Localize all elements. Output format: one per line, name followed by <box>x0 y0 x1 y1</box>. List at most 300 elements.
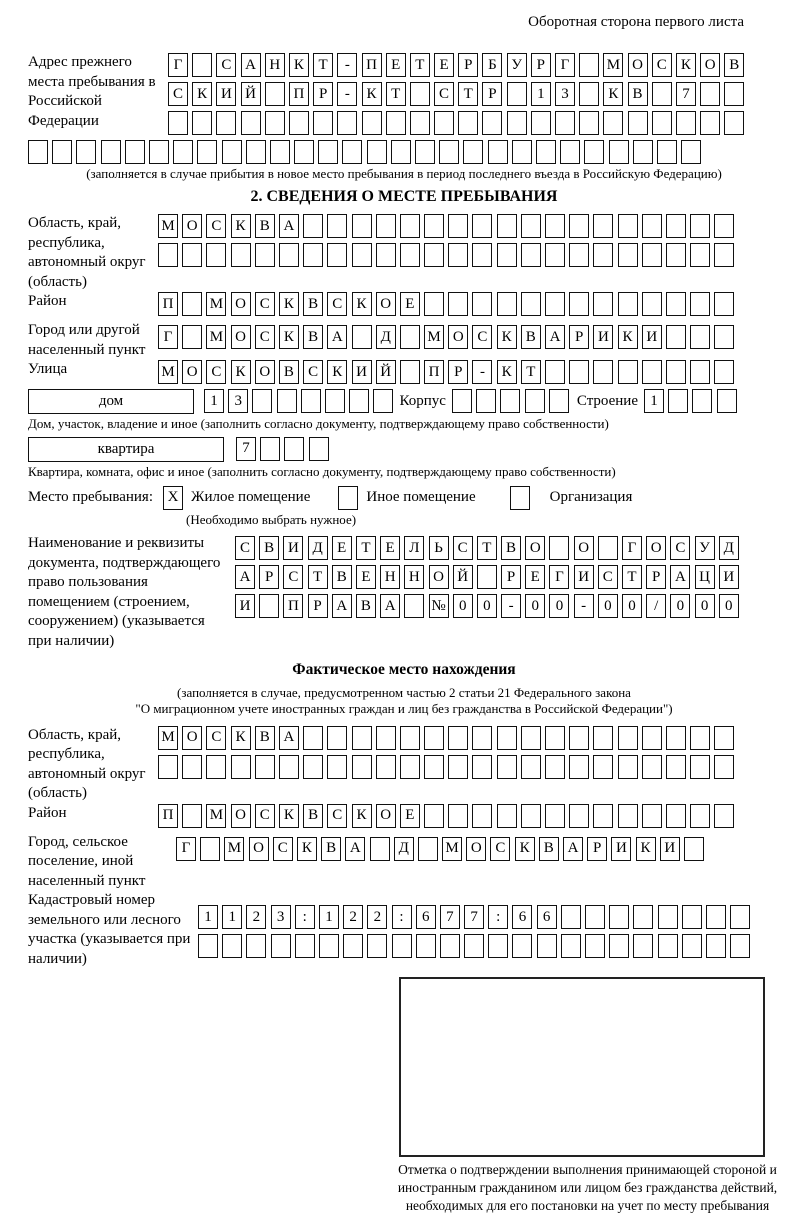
char-cell[interactable]: 3 <box>228 389 248 413</box>
char-cell[interactable] <box>279 243 299 267</box>
char-cell[interactable]: О <box>231 292 251 316</box>
char-cell[interactable]: К <box>297 837 317 861</box>
char-cell[interactable]: К <box>279 325 299 349</box>
char-cell[interactable] <box>400 726 420 750</box>
char-cell[interactable]: И <box>216 82 236 106</box>
char-cell[interactable] <box>593 243 613 267</box>
char-cell[interactable] <box>222 934 242 958</box>
char-cell[interactable] <box>327 755 347 779</box>
char-cell[interactable]: 2 <box>367 905 387 929</box>
char-cell[interactable] <box>628 111 648 135</box>
char-cell[interactable] <box>690 755 710 779</box>
char-cell[interactable]: Е <box>434 53 454 77</box>
char-cell[interactable]: Д <box>376 325 396 349</box>
char-cell[interactable] <box>593 755 613 779</box>
char-cell[interactable]: О <box>448 325 468 349</box>
char-cell[interactable] <box>714 804 734 828</box>
char-cell[interactable]: Т <box>410 53 430 77</box>
char-cell[interactable]: И <box>283 536 303 560</box>
char-cell[interactable]: М <box>206 804 226 828</box>
char-cell[interactable] <box>362 111 382 135</box>
char-cell[interactable] <box>593 214 613 238</box>
char-cell[interactable]: О <box>255 360 275 384</box>
char-cell[interactable] <box>521 214 541 238</box>
char-cell[interactable] <box>714 726 734 750</box>
char-cell[interactable] <box>714 243 734 267</box>
char-cell[interactable] <box>270 140 290 164</box>
char-cell[interactable] <box>271 934 291 958</box>
char-cell[interactable] <box>633 934 653 958</box>
char-cell[interactable] <box>569 726 589 750</box>
char-cell[interactable] <box>690 243 710 267</box>
char-cell[interactable] <box>472 214 492 238</box>
char-cell[interactable] <box>633 140 653 164</box>
char-cell[interactable] <box>579 111 599 135</box>
char-cell[interactable]: Р <box>458 53 478 77</box>
char-cell[interactable]: И <box>235 594 255 618</box>
char-cell[interactable] <box>690 214 710 238</box>
char-cell[interactable] <box>714 325 734 349</box>
char-cell[interactable]: Д <box>308 536 328 560</box>
char-cell[interactable] <box>376 214 396 238</box>
char-cell[interactable] <box>327 214 347 238</box>
char-cell[interactable] <box>418 837 438 861</box>
char-cell[interactable]: М <box>603 53 623 77</box>
char-cell[interactable] <box>692 389 712 413</box>
char-cell[interactable] <box>424 214 444 238</box>
char-cell[interactable]: В <box>356 594 376 618</box>
char-cell[interactable] <box>206 755 226 779</box>
char-cell[interactable]: Н <box>265 53 285 77</box>
char-cell[interactable]: Т <box>521 360 541 384</box>
char-cell[interactable]: И <box>574 565 594 589</box>
char-cell[interactable]: Т <box>386 82 406 106</box>
char-cell[interactable]: Г <box>176 837 196 861</box>
char-cell[interactable] <box>561 905 581 929</box>
char-cell[interactable] <box>561 934 581 958</box>
char-cell[interactable]: 0 <box>622 594 642 618</box>
char-cell[interactable]: И <box>611 837 631 861</box>
char-cell[interactable] <box>222 140 242 164</box>
char-cell[interactable]: И <box>719 565 739 589</box>
char-cell[interactable] <box>265 82 285 106</box>
char-cell[interactable]: Г <box>549 565 569 589</box>
char-cell[interactable]: С <box>453 536 473 560</box>
char-cell[interactable] <box>618 360 638 384</box>
char-cell[interactable] <box>545 292 565 316</box>
char-cell[interactable] <box>472 755 492 779</box>
char-cell[interactable]: 6 <box>416 905 436 929</box>
char-cell[interactable]: С <box>168 82 188 106</box>
char-cell[interactable] <box>593 804 613 828</box>
char-cell[interactable]: 2 <box>246 905 266 929</box>
char-cell[interactable]: О <box>182 360 202 384</box>
char-cell[interactable] <box>173 140 193 164</box>
char-cell[interactable] <box>497 214 517 238</box>
char-cell[interactable] <box>192 53 212 77</box>
char-cell[interactable] <box>463 140 483 164</box>
char-cell[interactable] <box>440 934 460 958</box>
char-cell[interactable] <box>477 565 497 589</box>
char-cell[interactable]: О <box>231 325 251 349</box>
char-cell[interactable] <box>549 389 569 413</box>
char-cell[interactable]: 0 <box>719 594 739 618</box>
char-cell[interactable]: Е <box>380 536 400 560</box>
char-cell[interactable]: О <box>574 536 594 560</box>
char-cell[interactable]: Т <box>622 565 642 589</box>
char-cell[interactable] <box>265 111 285 135</box>
char-cell[interactable]: Е <box>356 565 376 589</box>
char-cell[interactable] <box>319 934 339 958</box>
char-cell[interactable] <box>400 755 420 779</box>
checkbox-other-premises[interactable] <box>338 486 358 510</box>
char-cell[interactable] <box>609 140 629 164</box>
char-cell[interactable]: К <box>603 82 623 106</box>
char-cell[interactable] <box>52 140 72 164</box>
char-cell[interactable] <box>642 755 662 779</box>
char-cell[interactable] <box>724 82 744 106</box>
char-cell[interactable] <box>352 755 372 779</box>
char-cell[interactable]: П <box>283 594 303 618</box>
char-cell[interactable] <box>303 755 323 779</box>
char-cell[interactable]: К <box>515 837 535 861</box>
char-cell[interactable] <box>472 804 492 828</box>
char-cell[interactable] <box>652 111 672 135</box>
char-cell[interactable]: Р <box>569 325 589 349</box>
char-cell[interactable] <box>343 934 363 958</box>
char-cell[interactable]: Ц <box>695 565 715 589</box>
char-cell[interactable]: Р <box>482 82 502 106</box>
char-cell[interactable]: 2 <box>343 905 363 929</box>
char-cell[interactable]: К <box>192 82 212 106</box>
char-cell[interactable]: М <box>224 837 244 861</box>
char-cell[interactable] <box>545 214 565 238</box>
char-cell[interactable] <box>367 934 387 958</box>
char-cell[interactable] <box>472 243 492 267</box>
char-cell[interactable] <box>497 292 517 316</box>
char-cell[interactable] <box>327 726 347 750</box>
char-cell[interactable] <box>714 214 734 238</box>
char-cell[interactable] <box>458 111 478 135</box>
char-cell[interactable] <box>125 140 145 164</box>
char-cell[interactable] <box>352 243 372 267</box>
char-cell[interactable]: М <box>206 325 226 349</box>
char-cell[interactable] <box>28 140 48 164</box>
char-cell[interactable] <box>512 934 532 958</box>
char-cell[interactable]: К <box>497 325 517 349</box>
char-cell[interactable] <box>76 140 96 164</box>
char-cell[interactable]: К <box>327 360 347 384</box>
char-cell[interactable] <box>536 140 556 164</box>
char-cell[interactable] <box>690 292 710 316</box>
char-cell[interactable] <box>560 140 580 164</box>
char-cell[interactable] <box>400 214 420 238</box>
char-cell[interactable] <box>448 804 468 828</box>
char-cell[interactable]: К <box>231 726 251 750</box>
char-cell[interactable] <box>448 292 468 316</box>
char-cell[interactable]: П <box>158 804 178 828</box>
char-cell[interactable] <box>158 755 178 779</box>
char-cell[interactable]: В <box>279 360 299 384</box>
char-cell[interactable] <box>537 934 557 958</box>
char-cell[interactable]: Е <box>525 565 545 589</box>
char-cell[interactable]: С <box>206 360 226 384</box>
char-cell[interactable] <box>472 726 492 750</box>
char-cell[interactable]: Р <box>313 82 333 106</box>
char-cell[interactable]: М <box>158 360 178 384</box>
char-cell[interactable]: С <box>235 536 255 560</box>
char-cell[interactable]: В <box>628 82 648 106</box>
char-cell[interactable] <box>507 111 527 135</box>
char-cell[interactable] <box>246 934 266 958</box>
char-cell[interactable]: О <box>646 536 666 560</box>
char-cell[interactable] <box>424 755 444 779</box>
char-cell[interactable] <box>666 214 686 238</box>
char-cell[interactable] <box>318 140 338 164</box>
char-cell[interactable] <box>682 905 702 929</box>
char-cell[interactable] <box>352 325 372 349</box>
char-cell[interactable] <box>337 111 357 135</box>
char-cell[interactable] <box>182 243 202 267</box>
char-cell[interactable]: О <box>249 837 269 861</box>
char-cell[interactable]: Н <box>404 565 424 589</box>
char-cell[interactable] <box>448 726 468 750</box>
char-cell[interactable] <box>668 389 688 413</box>
char-cell[interactable]: 0 <box>598 594 618 618</box>
char-cell[interactable]: О <box>376 804 396 828</box>
char-cell[interactable] <box>598 536 618 560</box>
char-cell[interactable]: В <box>539 837 559 861</box>
char-cell[interactable] <box>521 243 541 267</box>
char-cell[interactable]: 0 <box>477 594 497 618</box>
char-cell[interactable] <box>294 140 314 164</box>
char-cell[interactable] <box>676 111 696 135</box>
char-cell[interactable] <box>618 243 638 267</box>
char-cell[interactable] <box>231 243 251 267</box>
char-cell[interactable] <box>342 140 362 164</box>
char-cell[interactable] <box>569 214 589 238</box>
char-cell[interactable]: О <box>628 53 648 77</box>
char-cell[interactable] <box>252 389 272 413</box>
char-cell[interactable]: 0 <box>525 594 545 618</box>
char-cell[interactable] <box>666 243 686 267</box>
char-cell[interactable]: И <box>593 325 613 349</box>
char-cell[interactable] <box>376 726 396 750</box>
char-cell[interactable] <box>370 837 390 861</box>
char-cell[interactable]: Р <box>501 565 521 589</box>
char-cell[interactable]: Д <box>394 837 414 861</box>
char-cell[interactable]: А <box>327 325 347 349</box>
char-cell[interactable]: / <box>646 594 666 618</box>
char-cell[interactable] <box>149 140 169 164</box>
char-cell[interactable]: А <box>235 565 255 589</box>
char-cell[interactable] <box>642 804 662 828</box>
char-cell[interactable] <box>652 82 672 106</box>
char-cell[interactable] <box>521 804 541 828</box>
char-cell[interactable]: К <box>618 325 638 349</box>
char-cell[interactable] <box>585 905 605 929</box>
char-cell[interactable]: О <box>182 726 202 750</box>
char-cell[interactable] <box>376 755 396 779</box>
char-cell[interactable]: О <box>466 837 486 861</box>
char-cell[interactable]: А <box>279 726 299 750</box>
char-cell[interactable]: О <box>231 804 251 828</box>
char-cell[interactable] <box>593 726 613 750</box>
char-cell[interactable] <box>313 111 333 135</box>
char-cell[interactable]: В <box>303 804 323 828</box>
char-cell[interactable]: - <box>501 594 521 618</box>
char-cell[interactable]: С <box>255 292 275 316</box>
char-cell[interactable] <box>439 140 459 164</box>
char-cell[interactable] <box>521 755 541 779</box>
char-cell[interactable] <box>410 82 430 106</box>
char-cell[interactable] <box>666 292 686 316</box>
char-cell[interactable]: В <box>303 325 323 349</box>
char-cell[interactable] <box>367 140 387 164</box>
char-cell[interactable]: К <box>289 53 309 77</box>
char-cell[interactable] <box>730 905 750 929</box>
char-cell[interactable]: Р <box>531 53 551 77</box>
char-cell[interactable] <box>666 755 686 779</box>
char-cell[interactable] <box>200 837 220 861</box>
char-cell[interactable] <box>206 243 226 267</box>
char-cell[interactable]: 7 <box>440 905 460 929</box>
char-cell[interactable]: С <box>327 804 347 828</box>
char-cell[interactable] <box>618 726 638 750</box>
char-cell[interactable] <box>295 934 315 958</box>
char-cell[interactable] <box>284 437 304 461</box>
char-cell[interactable]: С <box>206 726 226 750</box>
char-cell[interactable] <box>373 389 393 413</box>
char-cell[interactable] <box>376 243 396 267</box>
char-cell[interactable]: Л <box>404 536 424 560</box>
char-cell[interactable]: В <box>255 726 275 750</box>
char-cell[interactable]: К <box>676 53 696 77</box>
char-cell[interactable]: О <box>182 214 202 238</box>
char-cell[interactable] <box>327 243 347 267</box>
char-cell[interactable]: С <box>670 536 690 560</box>
char-cell[interactable]: Е <box>386 53 406 77</box>
char-cell[interactable]: С <box>652 53 672 77</box>
char-cell[interactable] <box>585 934 605 958</box>
char-cell[interactable] <box>448 214 468 238</box>
char-cell[interactable] <box>216 111 236 135</box>
char-cell[interactable]: К <box>497 360 517 384</box>
char-cell[interactable] <box>658 905 678 929</box>
char-cell[interactable]: Е <box>332 536 352 560</box>
char-cell[interactable]: Г <box>168 53 188 77</box>
char-cell[interactable] <box>666 804 686 828</box>
char-cell[interactable]: - <box>472 360 492 384</box>
char-cell[interactable] <box>352 726 372 750</box>
char-cell[interactable] <box>549 536 569 560</box>
char-cell[interactable] <box>618 755 638 779</box>
char-cell[interactable]: К <box>231 360 251 384</box>
char-cell[interactable]: Р <box>448 360 468 384</box>
char-cell[interactable]: И <box>352 360 372 384</box>
char-cell[interactable] <box>714 292 734 316</box>
char-cell[interactable]: А <box>332 594 352 618</box>
char-cell[interactable] <box>497 804 517 828</box>
char-cell[interactable] <box>569 243 589 267</box>
char-cell[interactable]: О <box>700 53 720 77</box>
char-cell[interactable] <box>682 934 702 958</box>
char-cell[interactable] <box>717 389 737 413</box>
char-cell[interactable] <box>545 726 565 750</box>
char-cell[interactable]: 0 <box>670 594 690 618</box>
char-cell[interactable]: 1 <box>198 905 218 929</box>
char-cell[interactable]: К <box>352 804 372 828</box>
char-cell[interactable]: У <box>695 536 715 560</box>
char-cell[interactable]: С <box>255 804 275 828</box>
char-cell[interactable] <box>400 360 420 384</box>
char-cell[interactable] <box>260 437 280 461</box>
char-cell[interactable] <box>684 837 704 861</box>
char-cell[interactable]: Р <box>308 594 328 618</box>
char-cell[interactable] <box>352 214 372 238</box>
char-cell[interactable] <box>579 82 599 106</box>
char-cell[interactable] <box>609 905 629 929</box>
char-cell[interactable]: : <box>392 905 412 929</box>
char-cell[interactable]: П <box>424 360 444 384</box>
checkbox-residential[interactable]: X <box>163 486 183 510</box>
char-cell[interactable] <box>476 389 496 413</box>
char-cell[interactable]: И <box>660 837 680 861</box>
char-cell[interactable] <box>391 140 411 164</box>
char-cell[interactable] <box>497 726 517 750</box>
char-cell[interactable]: 1 <box>204 389 224 413</box>
char-cell[interactable]: Т <box>458 82 478 106</box>
char-cell[interactable]: П <box>362 53 382 77</box>
char-cell[interactable]: Ь <box>429 536 449 560</box>
char-cell[interactable] <box>424 804 444 828</box>
char-cell[interactable] <box>690 360 710 384</box>
char-cell[interactable] <box>404 594 424 618</box>
char-cell[interactable] <box>424 243 444 267</box>
char-cell[interactable] <box>569 360 589 384</box>
char-cell[interactable] <box>182 755 202 779</box>
char-cell[interactable] <box>392 934 412 958</box>
char-cell[interactable]: М <box>442 837 462 861</box>
char-cell[interactable] <box>593 292 613 316</box>
char-cell[interactable]: Й <box>376 360 396 384</box>
char-cell[interactable]: П <box>289 82 309 106</box>
char-cell[interactable]: А <box>241 53 261 77</box>
char-cell[interactable]: 1 <box>222 905 242 929</box>
apartment-field[interactable]: квартира <box>28 437 224 462</box>
char-cell[interactable] <box>569 804 589 828</box>
char-cell[interactable]: Е <box>400 804 420 828</box>
char-cell[interactable]: К <box>279 804 299 828</box>
char-cell[interactable] <box>700 111 720 135</box>
char-cell[interactable] <box>301 389 321 413</box>
char-cell[interactable] <box>259 594 279 618</box>
char-cell[interactable] <box>231 755 251 779</box>
char-cell[interactable]: У <box>507 53 527 77</box>
char-cell[interactable] <box>618 214 638 238</box>
char-cell[interactable] <box>666 360 686 384</box>
char-cell[interactable]: О <box>429 565 449 589</box>
char-cell[interactable]: 0 <box>453 594 473 618</box>
char-cell[interactable] <box>642 214 662 238</box>
char-cell[interactable]: Г <box>622 536 642 560</box>
char-cell[interactable]: И <box>642 325 662 349</box>
char-cell[interactable] <box>482 111 502 135</box>
char-cell[interactable] <box>303 726 323 750</box>
char-cell[interactable]: Р <box>259 565 279 589</box>
char-cell[interactable]: Т <box>313 53 333 77</box>
char-cell[interactable] <box>241 111 261 135</box>
